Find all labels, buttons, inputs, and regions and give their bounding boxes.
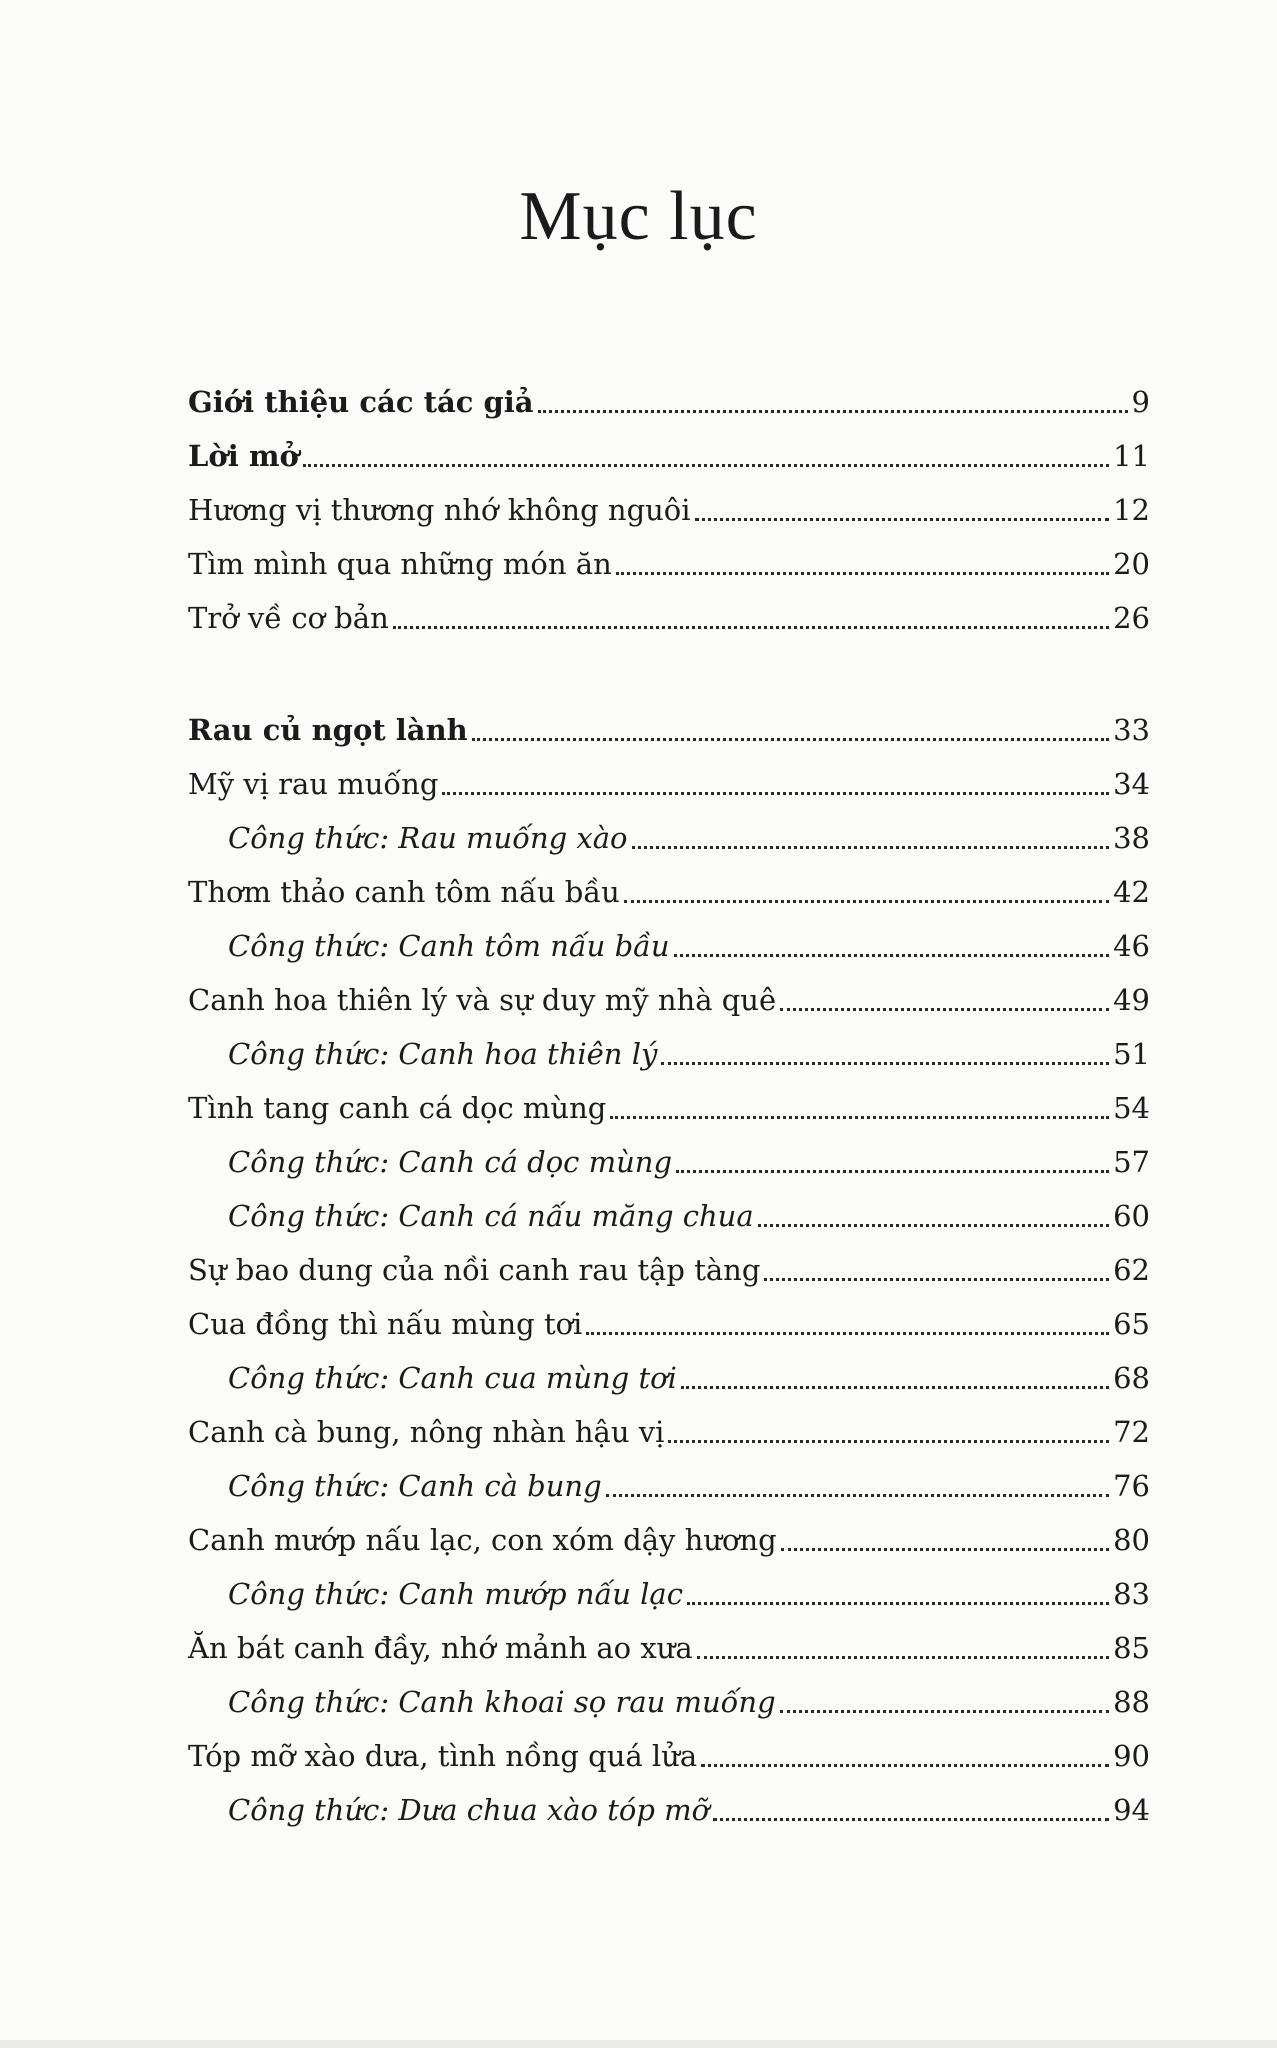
toc-entry <box>188 762 1150 806</box>
toc-page-number: 9 <box>1131 385 1150 419</box>
toc-page-number: 11 <box>1113 439 1150 473</box>
toc-recipe-entry <box>228 1140 1150 1184</box>
toc-entry-title: Công thức: Canh cua mùng tơi <box>228 1361 677 1395</box>
toc-page-number: 12 <box>1113 493 1150 527</box>
dot-leader <box>780 1008 1109 1011</box>
toc-entry-title: Cua đồng thì nấu mùng tơi <box>188 1307 583 1341</box>
toc-entry-title: Hương vị thương nhớ không nguôi <box>188 493 691 527</box>
dot-leader <box>610 1116 1109 1119</box>
toc-entry <box>188 870 1150 914</box>
toc-entry <box>188 1086 1150 1130</box>
toc-page-number: 85 <box>1113 1631 1150 1665</box>
toc-recipe-entry <box>228 1572 1150 1616</box>
toc-page-number: 62 <box>1113 1253 1150 1287</box>
toc-entry-title: Lời mở <box>188 439 299 473</box>
dot-leader <box>668 1440 1109 1443</box>
toc-entry-title: Công thức: Rau muống xào <box>228 821 628 855</box>
dot-leader <box>687 1602 1109 1605</box>
dot-leader <box>701 1764 1109 1767</box>
toc-page-number: 94 <box>1113 1793 1150 1827</box>
toc-entry-title: Canh mướp nấu lạc, con xóm dậy hương <box>188 1523 777 1557</box>
toc-section-entry <box>188 434 1150 478</box>
toc-page-number: 80 <box>1113 1523 1150 1557</box>
toc-entry-title: Rau củ ngọt lành <box>188 713 468 747</box>
toc-recipe-entry <box>228 1356 1150 1400</box>
toc-entry-title: Tìm mình qua những món ăn <box>188 547 612 581</box>
toc-entry <box>188 1248 1150 1292</box>
dot-leader <box>758 1224 1109 1227</box>
page-edge <box>0 2040 1277 2048</box>
dot-leader <box>674 954 1110 957</box>
dot-leader <box>393 626 1109 629</box>
dot-leader <box>661 1062 1109 1065</box>
toc-page-number: 38 <box>1113 821 1150 855</box>
toc-entry-title: Thơm thảo canh tôm nấu bầu <box>188 875 620 909</box>
dot-leader <box>780 1710 1109 1713</box>
toc-recipe-entry <box>228 1680 1150 1724</box>
toc-entry-title: Công thức: Canh mướp nấu lạc <box>228 1577 683 1611</box>
toc-entry-title: Canh cà bung, nông nhàn hậu vị <box>188 1415 665 1449</box>
dot-leader <box>586 1332 1109 1335</box>
toc-recipe-entry <box>228 1194 1150 1238</box>
toc-entry <box>188 1410 1150 1454</box>
toc-page-number: 57 <box>1113 1145 1150 1179</box>
toc-page-number: 42 <box>1113 875 1150 909</box>
toc-entry-title: Công thức: Canh cá nấu măng chua <box>228 1199 754 1233</box>
toc-page-number: 90 <box>1113 1739 1150 1773</box>
toc-entry <box>188 1734 1150 1778</box>
dot-leader <box>472 738 1109 741</box>
toc-entry <box>188 1518 1150 1562</box>
toc-recipe-entry <box>228 1788 1150 1832</box>
toc-page-number: 83 <box>1113 1577 1150 1611</box>
dot-leader <box>538 410 1128 413</box>
dot-leader <box>632 846 1110 849</box>
dot-leader <box>616 572 1109 575</box>
toc-page-number: 46 <box>1113 929 1150 963</box>
toc-entry-title: Sự bao dung của nồi canh rau tập tàng <box>188 1253 761 1287</box>
toc-entry-title: Công thức: Canh cá dọc mùng <box>228 1145 673 1179</box>
toc-page-number: 88 <box>1113 1685 1150 1719</box>
toc-section-entry <box>188 380 1150 424</box>
dot-leader <box>681 1386 1109 1389</box>
dot-leader <box>606 1494 1109 1497</box>
toc-page-number: 20 <box>1113 547 1150 581</box>
toc-page-number: 51 <box>1113 1037 1150 1071</box>
toc-page-number: 65 <box>1113 1307 1150 1341</box>
toc-entry-title: Tóp mỡ xào dưa, tình nồng quá lửa <box>188 1739 698 1773</box>
table-of-contents <box>188 0 1150 2048</box>
toc-entry <box>188 596 1150 640</box>
toc-entry-title: Công thức: Canh khoai sọ rau muống <box>228 1685 776 1719</box>
toc-page-number: 34 <box>1113 767 1150 801</box>
toc-entry <box>188 1626 1150 1670</box>
toc-page-number: 33 <box>1113 713 1150 747</box>
dot-leader <box>442 792 1109 795</box>
toc-recipe-entry <box>228 1032 1150 1076</box>
dot-leader <box>676 1170 1109 1173</box>
dot-leader <box>764 1278 1109 1281</box>
toc-page-number: 49 <box>1113 983 1150 1017</box>
toc-entry <box>188 542 1150 586</box>
dot-leader <box>624 900 1109 903</box>
toc-entry-title: Trở về cơ bản <box>188 601 389 635</box>
toc-entry-title: Công thức: Canh cà bung <box>228 1469 602 1503</box>
toc-page-number: 76 <box>1113 1469 1150 1503</box>
toc-entry <box>188 488 1150 532</box>
dot-leader <box>695 518 1110 521</box>
toc-entry-title: Canh hoa thiên lý và sự duy mỹ nhà quê <box>188 983 777 1017</box>
toc-page-number: 26 <box>1113 601 1150 635</box>
toc-recipe-entry <box>228 816 1150 860</box>
toc-page-number: 68 <box>1113 1361 1150 1395</box>
dot-leader <box>303 464 1109 467</box>
toc-entry-title: Công thức: Dưa chua xào tóp mỡ <box>228 1793 710 1827</box>
dot-leader <box>697 1656 1109 1659</box>
toc-section-entry <box>188 708 1150 752</box>
toc-entry-title: Giới thiệu các tác giả <box>188 385 534 419</box>
dot-leader <box>713 1818 1109 1821</box>
toc-entry-title: Công thức: Canh hoa thiên lý <box>228 1037 658 1071</box>
toc-entry <box>188 978 1150 1022</box>
page-title: Mục lục <box>519 178 758 255</box>
toc-page-number: 54 <box>1113 1091 1150 1125</box>
dot-leader <box>781 1548 1109 1551</box>
toc-entry-title: Mỹ vị rau muống <box>188 767 439 801</box>
toc-entry-title: Tình tang canh cá dọc mùng <box>188 1091 607 1125</box>
toc-entry <box>188 1302 1150 1346</box>
toc-recipe-entry <box>228 1464 1150 1508</box>
toc-entry-title: Ăn bát canh đầy, nhớ mảnh ao xưa <box>188 1631 693 1665</box>
toc-recipe-entry <box>228 924 1150 968</box>
toc-entry-title: Công thức: Canh tôm nấu bầu <box>228 929 670 963</box>
toc-page-number: 60 <box>1113 1199 1150 1233</box>
toc-page-number: 72 <box>1113 1415 1150 1449</box>
